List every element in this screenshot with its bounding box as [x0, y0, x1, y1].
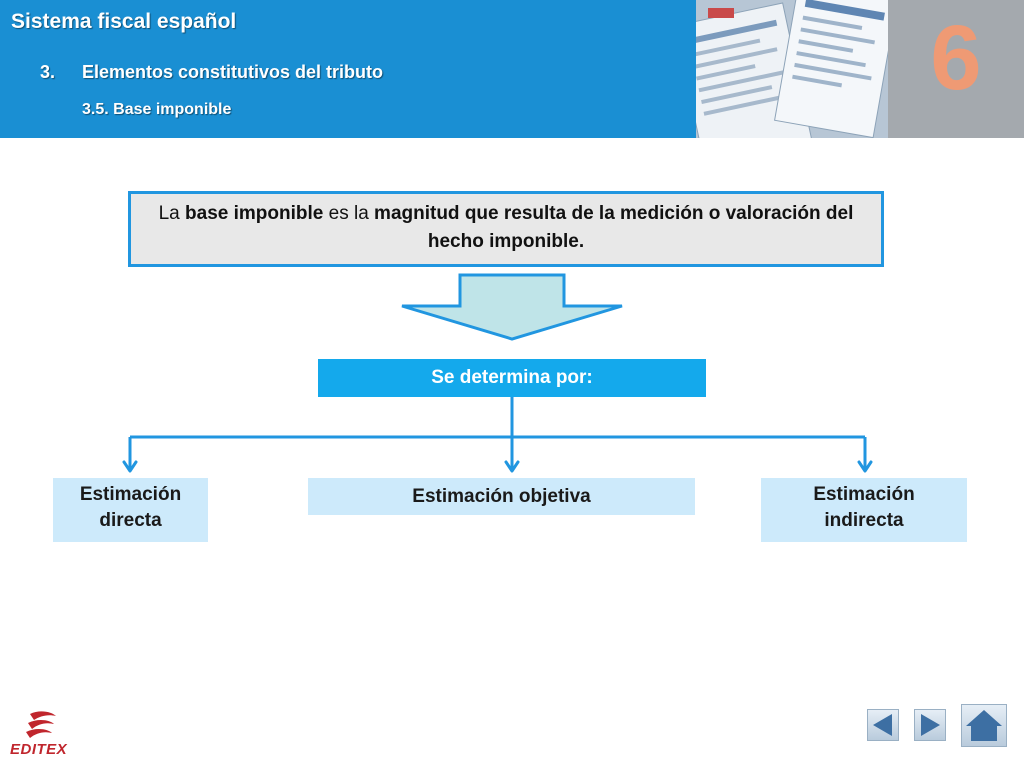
definition-text-1: La: [158, 203, 186, 224]
next-arrow-icon: [915, 710, 945, 740]
definition-text-2: es la: [323, 203, 375, 224]
determined-by-label: Se determina por:: [318, 359, 706, 397]
chapter-number: 6: [930, 7, 982, 109]
section-number: 3.: [40, 62, 56, 82]
prev-arrow-icon: [868, 710, 898, 740]
next-slide-button[interactable]: [914, 709, 946, 741]
definition-term: base imponible: [185, 203, 324, 224]
previous-slide-button[interactable]: [867, 709, 899, 741]
slide-title: Sistema fiscal español: [11, 10, 237, 33]
editex-logo-text: EDITEX: [10, 741, 68, 758]
section-title: Elementos constitutivos del tributo: [82, 62, 384, 82]
home-icon: [962, 705, 1006, 746]
subsection-heading: 3.5. Base imponible: [82, 101, 232, 118]
editex-logo-icon: [8, 710, 68, 742]
definition-text-3: magnitud que resulta de la medición o valoración del hecho imponible.: [374, 203, 854, 252]
home-button[interactable]: [961, 704, 1007, 747]
method-estimacion-directa: Estimación directa: [53, 478, 208, 542]
method-estimacion-indirecta: Estimación indirecta: [761, 478, 967, 542]
method-estimacion-objetiva: Estimación objetiva: [308, 478, 695, 515]
